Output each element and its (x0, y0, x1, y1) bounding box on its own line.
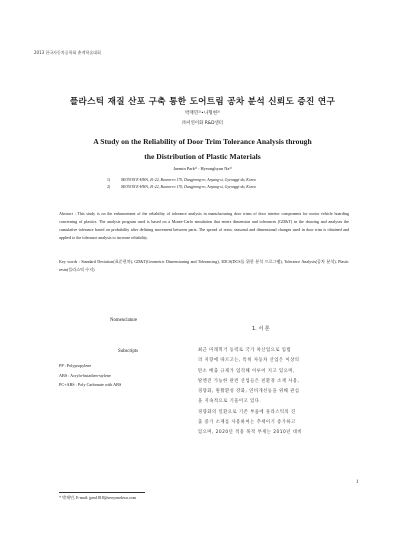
section-1-heading: 1. 서 론 (252, 326, 270, 332)
nomenclature-item: ABS : Acrylo-butadien-stylene (59, 373, 111, 378)
nomenclature-item: PP : Polypropylene (59, 363, 92, 368)
body-line: 경량화, 원활환성 강화, 연비개선등을 위해 관심 (198, 389, 300, 395)
keywords: Key words : Standard Deviation(표준편차), GD&T(Geometric Dimensioning and Tolerancing), 3DCS(DCS를 위한 분석 프로그램), Tolerance Analysis(공차 분석), Plastic resin(플라스틱 수지) (59, 259, 349, 273)
body-line: 탄소 배출 규제가 엄격해 이루어 지고 있으며, (198, 368, 295, 374)
body-line: 탈엔진 가능한 관련 산업들은 친환경 소재 사용, (198, 378, 300, 384)
body-line: 을 지속적으로 기울이고 있다. (198, 399, 262, 405)
english-affiliation-1 (107, 178, 256, 182)
affiliation-text: SEOYON E-HWA, 41-22, Buwon-ro 170, Dangjeong-ro, Anyang-si, Gyeonggi-do, Korea (121, 185, 256, 189)
body-line: 최근 미래먹거 동력로 국가 차산업으로 입법 (198, 348, 292, 353)
english-title-line-1: A Study on the Reliability of Door Trim Tolerance Analysis through (93, 137, 312, 146)
body-line: 경량화의 일환으로 기존 부품에 플라스틱의 진 (198, 409, 296, 415)
footnote: * 박재민, E-mail: jpm1818@seoyonehwa.com (59, 495, 136, 500)
footnote-divider (59, 492, 145, 493)
page-number: 1 (356, 480, 359, 485)
english-affiliation-2 (107, 185, 256, 189)
english-authors: Jaemin Park¹⁾ ∙ Hyeonghyun Na²⁾ (173, 166, 232, 171)
affiliation-text: SEOYON E-HWA, 41-22, Buwon-ro 170, Dangjeong-ro, Anyang-si, Gyeonggi-do, Korea (121, 178, 256, 182)
korean-authors: 박재민¹⁾•나형현²⁾ (184, 111, 221, 116)
korean-title: 플라스틱 재질 산포 구축 통한 도어트림 공차 분석 신뢰도 증진 연구 (69, 97, 336, 107)
abstract: Abstract : This study is on the enhancement of the reliability of tolerance analysis in manufacturing door trims of door interior components for motor vehicle hoarding concerning of plastics. The analysis program used is based on a Monte-Carlo simulation that enters dimension and tolerances (GD&T) in the drawing and analyses the cumulative tolerance based on probability after defining movement between parts. The spread of resin, seasonal and dimensional changes used in door trim is obtained and applied to the tolerance analysis to increase reliability. (59, 211, 349, 241)
korean-affiliation: ㈜서연이화 R&D센터 (181, 121, 224, 126)
english-title-line-2: the Distribution of Plastic Materials (144, 152, 261, 161)
section-1-body (198, 346, 358, 439)
subscripts-heading: Subscripts (118, 349, 138, 354)
nomenclature-heading: Nomenclature (110, 318, 138, 323)
conference-header: 2013 한국자동차공학회 춘계학술대회 (34, 50, 101, 55)
body-line: 출 증가 소재를 사용하여는 추세이기 증가하고 (198, 420, 296, 426)
nomenclature-item: PC+ABS : Poly Carbonate with ABS (59, 382, 122, 387)
body-line: 의 지향에 따르고는, 특히 자동차 산업은 이상의 (198, 358, 300, 364)
affiliation-number: 2) (107, 185, 111, 189)
body-line: 있으며, 2020년 적용 목적 부재는 2010년 대비 (198, 430, 303, 436)
affiliation-number: 1) (107, 178, 111, 182)
